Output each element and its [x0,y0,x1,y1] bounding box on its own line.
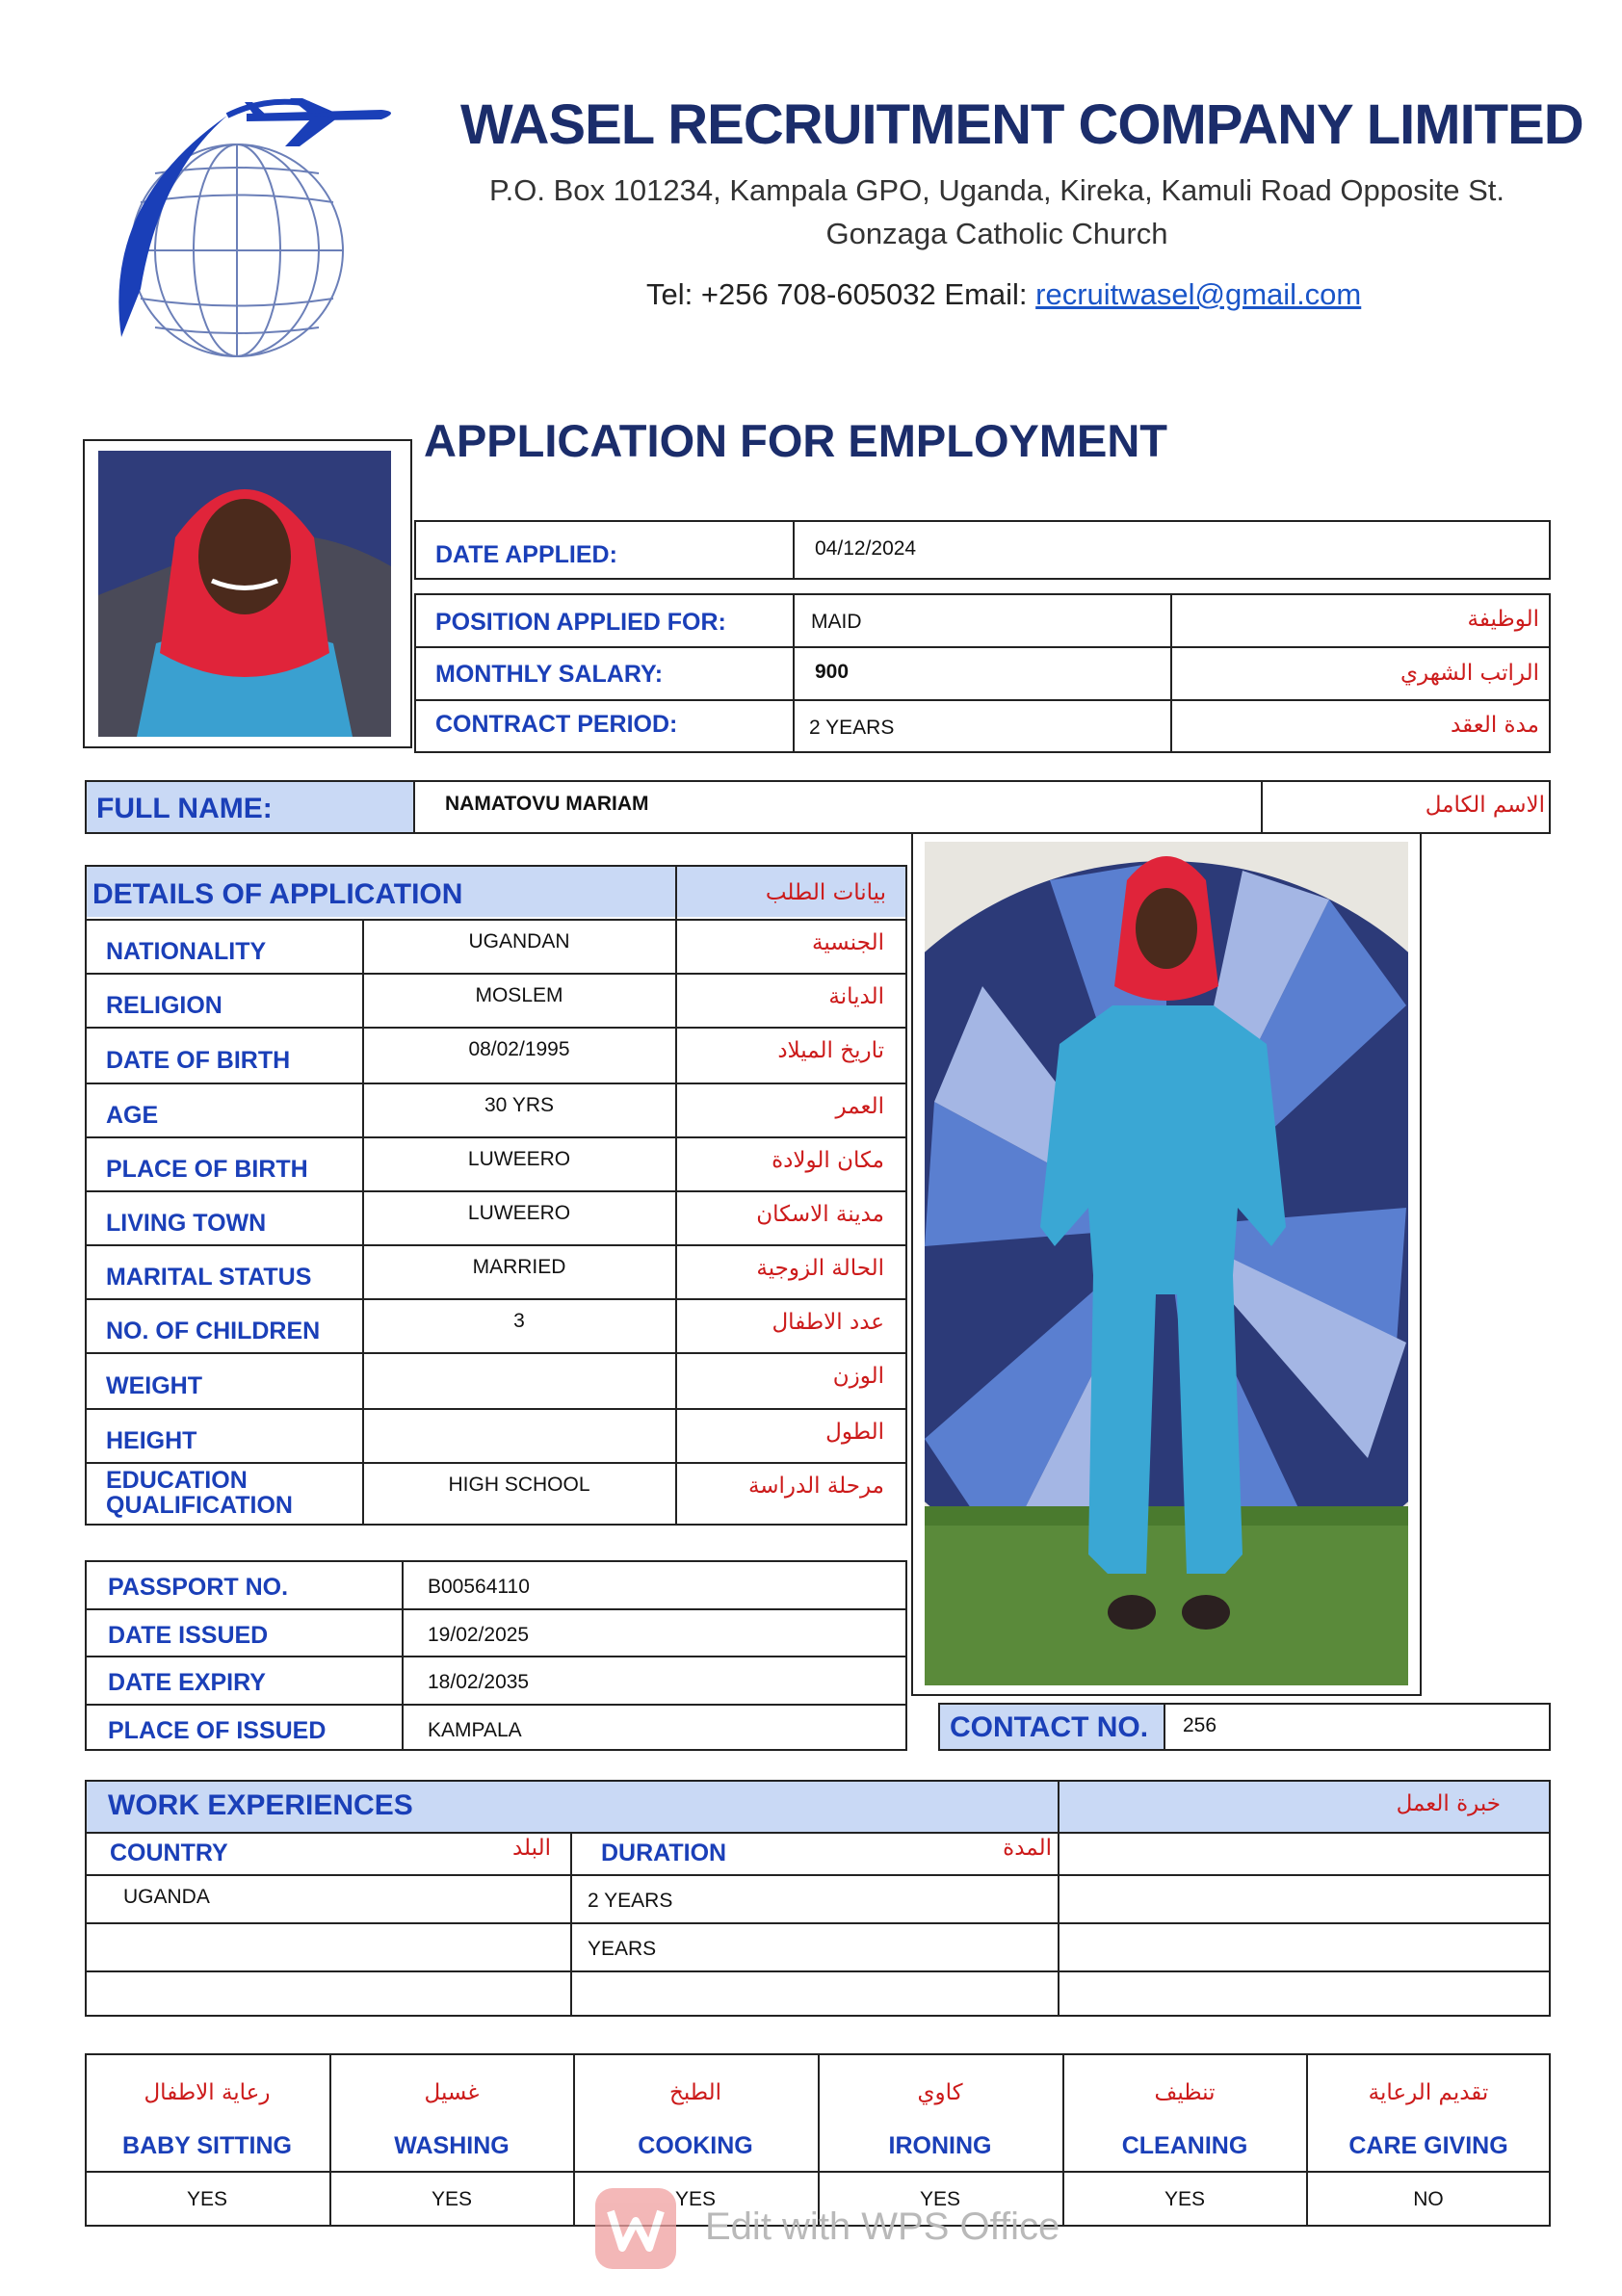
detail-arabic-weight: الوزن [832,1364,884,1389]
skill-label-baby-sitting: BABY SITTING [122,2132,292,2159]
detail-label-place-of-birth: PLACE OF BIRTH [106,1156,308,1183]
date-applied-label: DATE APPLIED: [435,541,617,568]
contact-value: 256 [1183,1714,1217,1736]
date-applied-value: 04/12/2024 [815,537,917,560]
detail-label-nationality: NATIONALITY [106,938,267,965]
skill-arabic-cleaning: تنظيف [1154,2080,1216,2105]
company-email-link[interactable]: recruitwasel@gmail.com [1035,277,1362,311]
position-value: MAID [811,611,862,633]
detail-arabic-no-of-children: عدد الاطفال [772,1310,884,1335]
full-name-value: NAMATOVU MARIAM [445,793,649,815]
detail-arabic-place-of-birth: مكان الولادة [772,1148,884,1173]
work-row-duration: YEARS [588,1938,657,1960]
detail-arabic-date-of-birth: تاريخ الميلاد [777,1038,884,1063]
skill-arabic-baby-sitting: رعاية الاطفال [144,2080,271,2105]
country-column-arabic: البلد [511,1836,551,1861]
passport-label-place-of-issued: PLACE OF ISSUED [108,1717,327,1744]
skill-label-care-giving: CARE GIVING [1348,2132,1508,2159]
contract-arabic: مدة العقد [1451,713,1539,738]
skill-arabic-cooking: الطبخ [668,2080,722,2105]
country-column-header: COUNTRY [110,1839,228,1866]
passport-value-place-of-issued: KAMPALA [428,1719,522,1741]
passport-value-date-expiry: 18/02/2035 [428,1671,530,1693]
detail-arabic-education-qualification: مرحلة الدراسة [747,1474,884,1499]
applicant-full-photo-frame [911,832,1422,1696]
duration-column-arabic: المدة [1003,1836,1052,1861]
skill-value-cleaning: YES [1164,2188,1206,2210]
detail-arabic-marital-status: الحالة الزوجية [756,1256,884,1281]
detail-arabic-religion: الديانة [828,984,884,1009]
company-address-line2: Gonzaga Catholic Church [825,217,1168,250]
company-logo [92,96,410,366]
detail-label-marital-status: MARITAL STATUS [106,1264,312,1291]
details-title-arabic: بيانات الطلب [765,880,886,905]
passport-value-passport-no: B00564110 [428,1576,530,1598]
passport-label-passport-no: PASSPORT NO. [108,1574,289,1601]
salary-value: 900 [815,661,850,683]
detail-value-marital-status: MARRIED [472,1256,566,1278]
detail-label-weight: WEIGHT [106,1372,202,1399]
position-label: POSITION APPLIED FOR: [435,609,726,636]
full-name-arabic: الاسم الكامل [1425,793,1545,818]
detail-value-place-of-birth: LUWEERO [467,1148,571,1170]
detail-value-religion: MOSLEM [475,984,563,1006]
work-title: WORK EXPERIENCES [108,1789,413,1821]
detail-label-age: AGE [106,1102,159,1129]
form-title: APPLICATION FOR EMPLOYMENT [424,415,1168,466]
skill-label-ironing: IRONING [888,2132,992,2159]
skill-arabic-care-giving: تقديم الرعاية [1368,2080,1489,2105]
detail-label-no-of-children: NO. OF CHILDREN [106,1318,321,1344]
detail-arabic-living-town: مدينة الاسكان [756,1202,884,1227]
detail-arabic-age: العمر [835,1094,884,1119]
skill-arabic-washing: غسيل [424,2080,480,2105]
salary-arabic: الراتب الشهري [1400,661,1539,686]
work-row-duration: 2 YEARS [588,1890,673,1912]
skill-value-ironing: YES [919,2188,961,2210]
passport-value-date-issued: 19/02/2025 [428,1624,530,1646]
full-name-label: FULL NAME: [96,793,273,824]
company-name: WASEL RECRUITMENT COMPANY LIMITED [460,93,1583,156]
detail-value-age: 30 YRS [484,1094,554,1116]
detail-arabic-nationality: الجنسية [812,930,884,955]
contact-label: CONTACT NO. [950,1711,1149,1743]
skill-label-washing: WASHING [394,2132,510,2159]
watermark-text: Edit with WPS Office [705,2205,1060,2248]
applicant-full-photo [925,842,1408,1685]
skill-value-baby-sitting: YES [186,2188,228,2210]
skill-value-care-giving: NO [1413,2188,1444,2210]
company-address-line1: P.O. Box 101234, Kampala GPO, Uganda, Kireka, Kamuli Road Opposite St. [488,173,1504,207]
wps-logo-icon [595,2188,676,2269]
skill-value-cooking: YES [674,2188,717,2210]
position-arabic: الوظيفة [1467,607,1539,632]
detail-label-religion: RELIGION [106,992,222,1019]
detail-label-education-qualification: EDUCATION QUALIFICATION [106,1467,293,1519]
contract-value: 2 YEARS [809,717,895,739]
detail-label-height: HEIGHT [106,1427,197,1454]
passport-label-date-issued: DATE ISSUED [108,1622,269,1649]
detail-value-date-of-birth: 08/02/1995 [468,1038,570,1060]
detail-arabic-height: الطول [825,1420,884,1445]
applicant-portrait-frame [83,439,412,748]
detail-value-no-of-children: 3 [513,1310,525,1332]
skill-arabic-ironing: كاوي [917,2080,963,2105]
company-contact-line [646,277,1361,312]
applicant-portrait [98,451,391,737]
detail-value-nationality: UGANDAN [468,930,570,952]
company-tel: Tel: +256 708-605032 Email: [646,277,1036,311]
work-row-country: UGANDA [123,1886,210,1908]
detail-label-living-town: LIVING TOWN [106,1210,267,1237]
contract-label: CONTRACT PERIOD: [435,711,678,738]
detail-label-date-of-birth: DATE OF BIRTH [106,1047,291,1074]
duration-column-header: DURATION [601,1839,727,1866]
detail-value-education-qualification: HIGH SCHOOL [448,1474,590,1496]
skill-label-cleaning: CLEANING [1121,2132,1248,2159]
details-title: DETAILS OF APPLICATION [92,878,463,910]
skill-label-cooking: COOKING [638,2132,753,2159]
passport-label-date-expiry: DATE EXPIRY [108,1669,266,1696]
salary-label: MONTHLY SALARY: [435,661,664,688]
skill-value-washing: YES [431,2188,473,2210]
detail-value-living-town: LUWEERO [467,1202,571,1224]
work-title-arabic: خبرة العمل [1396,1791,1501,1816]
